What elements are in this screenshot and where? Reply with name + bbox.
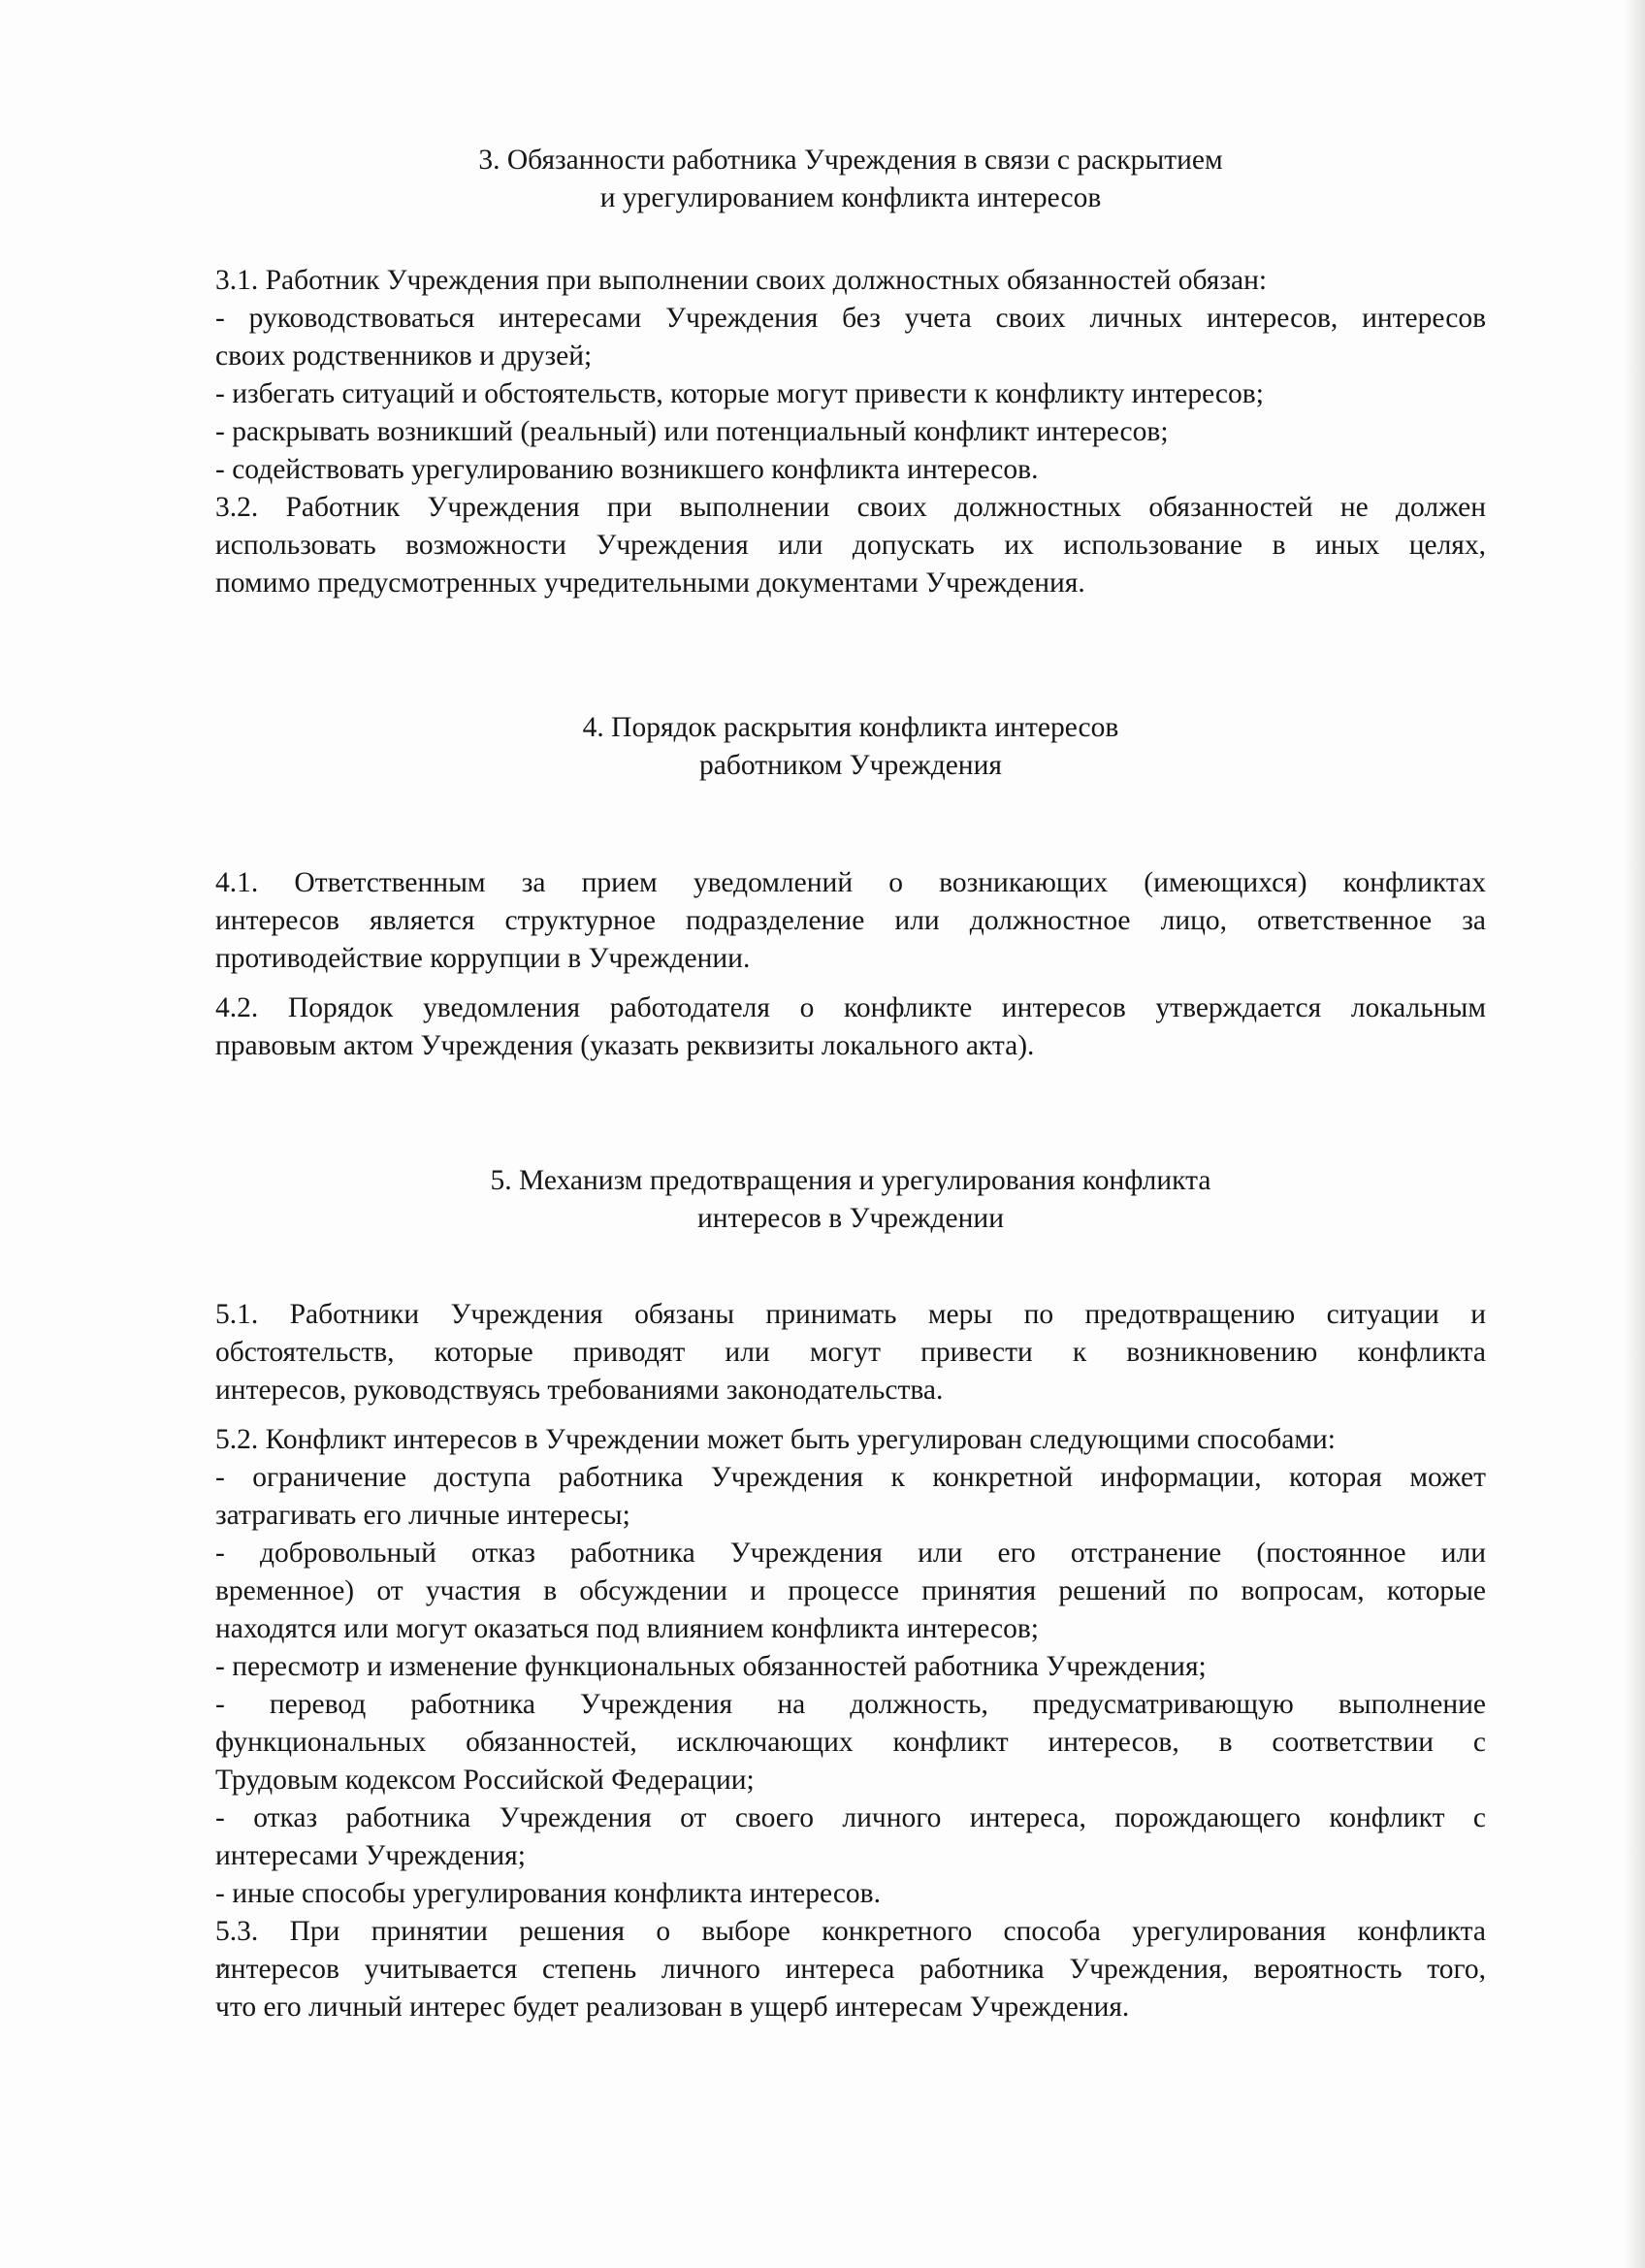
text-line: - избегать ситуаций и обстоятельств, которые могут привести к конфликту интересов;	[215, 378, 1264, 409]
text-line: обстоятельств, которые приводят или могут привести к возникновению конфликта	[215, 1337, 1486, 1368]
section-5-paragraph-1	[215, 1296, 1486, 1409]
text-line: что его личный интерес будет реализован в ущерб интересам Учреждения.	[215, 1992, 1130, 2023]
section-4-heading-line-1: 4. Порядок раскрытия конфликта интересов	[582, 712, 1119, 743]
section-3-heading-line-1: 3. Обязанности работника Учреждения в связи с раскрытием	[478, 145, 1223, 176]
section-5-heading	[215, 1162, 1486, 1238]
text-line: противодействие коррупции в Учреждении.	[215, 943, 751, 974]
section-4-heading	[215, 709, 1486, 785]
section-3-heading	[215, 142, 1486, 217]
scan-edge-shadow	[1624, 0, 1645, 2268]
text-line: - иные способы урегулирования конфликта интересов.	[215, 1878, 881, 1909]
text-line: временное) от участия в обсуждении и процессе принятия решений по вопросам, которые	[215, 1575, 1486, 1606]
document-body	[215, 142, 1486, 2026]
text-line: помимо предусмотренных учредительными документами Учреждения.	[215, 567, 1085, 599]
section-4-paragraph-1	[215, 864, 1486, 978]
text-line: интересов, руководствуясь требованиями законодательства.	[215, 1375, 944, 1406]
text-line: правовым актом Учреждения (указать реквизиты локального акта).	[215, 1030, 1035, 1061]
text-line: 5.3. При принятии решения о выборе конкретного способа урегулирования конфликта	[215, 1916, 1486, 1947]
text-line: - раскрывать возникший (реальный) или потенциальный конфликт интересов;	[215, 416, 1169, 447]
section-3-heading-line-2: и урегулированием конфликта интересов	[599, 182, 1102, 213]
text-line: - перевод работника Учреждения на должность, предусматривающую выполнение	[215, 1689, 1486, 1720]
text-line: - отказ работника Учреждения от своего личного интереса, порождающего конфликт с	[215, 1802, 1486, 1833]
section-3-text	[215, 262, 1486, 602]
text-line: - ограничение доступа работника Учреждения к конкретной информации, которая может	[215, 1462, 1486, 1493]
text-line: Трудовым кодексом Российской Федерации;	[215, 1765, 755, 1796]
section-5-heading-line-2: интересов в Учреждении	[696, 1203, 1004, 1234]
text-line: - добровольный отказ работника Учреждения или его отстранение (постоянное или	[215, 1538, 1486, 1569]
text-line: - содействовать урегулированию возникшего конфликта интересов.	[215, 454, 1039, 485]
text-line: интересами Учреждения;	[215, 1840, 526, 1871]
section-4-heading-line-2: работником Учреждения	[699, 750, 1002, 781]
text-line: использовать возможности Учреждения или допускать их использование в иных целях,	[215, 530, 1486, 561]
text-line: - пересмотр и изменение функциональных обязанностей работника Учреждения;	[215, 1651, 1207, 1682]
text-line: 4.1. Ответственным за прием уведомлений о возникающих (имеющихся) конфликтах	[215, 867, 1486, 898]
text-line: 5.2. Конфликт интересов в Учреждении может быть урегулирован следующими способами:	[215, 1424, 1336, 1455]
section-5-heading-line-1: 5. Механизм предотвращения и урегулирования конфликта	[490, 1165, 1211, 1196]
text-line: 4.2. Порядок уведомления работодателя о конфликте интересов утверждается локальным	[215, 992, 1486, 1023]
text-line: своих родственников и друзей;	[215, 340, 593, 372]
section-4-paragraph-2	[215, 989, 1486, 1065]
text-line: интересов является структурное подразделение или должностное лицо, ответственное за	[215, 905, 1486, 936]
text-line: 5.1. Работники Учреждения обязаны принимать меры по предотвращению ситуации и	[215, 1299, 1486, 1330]
text-line: находятся или могут оказаться под влиянием конфликта интересов;	[215, 1613, 1040, 1644]
text-line: 3.2. Работник Учреждения при выполнении своих должностных обязанностей не должен	[215, 492, 1486, 523]
section-5-paragraph-2	[215, 1421, 1486, 2026]
text-line: интересов учитывается степень личного интереса работника Учреждения, вероятность того,	[215, 1954, 1486, 1985]
text-line: 3.1. Работник Учреждения при выполнении своих должностных обязанностей обязан:	[215, 265, 1268, 296]
text-line: затрагивать его личные интересы;	[215, 1500, 630, 1531]
text-line: - руководствоваться интересами Учреждения без учета своих личных интересов, интересов	[215, 303, 1486, 334]
text-line: функциональных обязанностей, исключающих конфликт интересов, в соответствии с	[215, 1727, 1486, 1758]
